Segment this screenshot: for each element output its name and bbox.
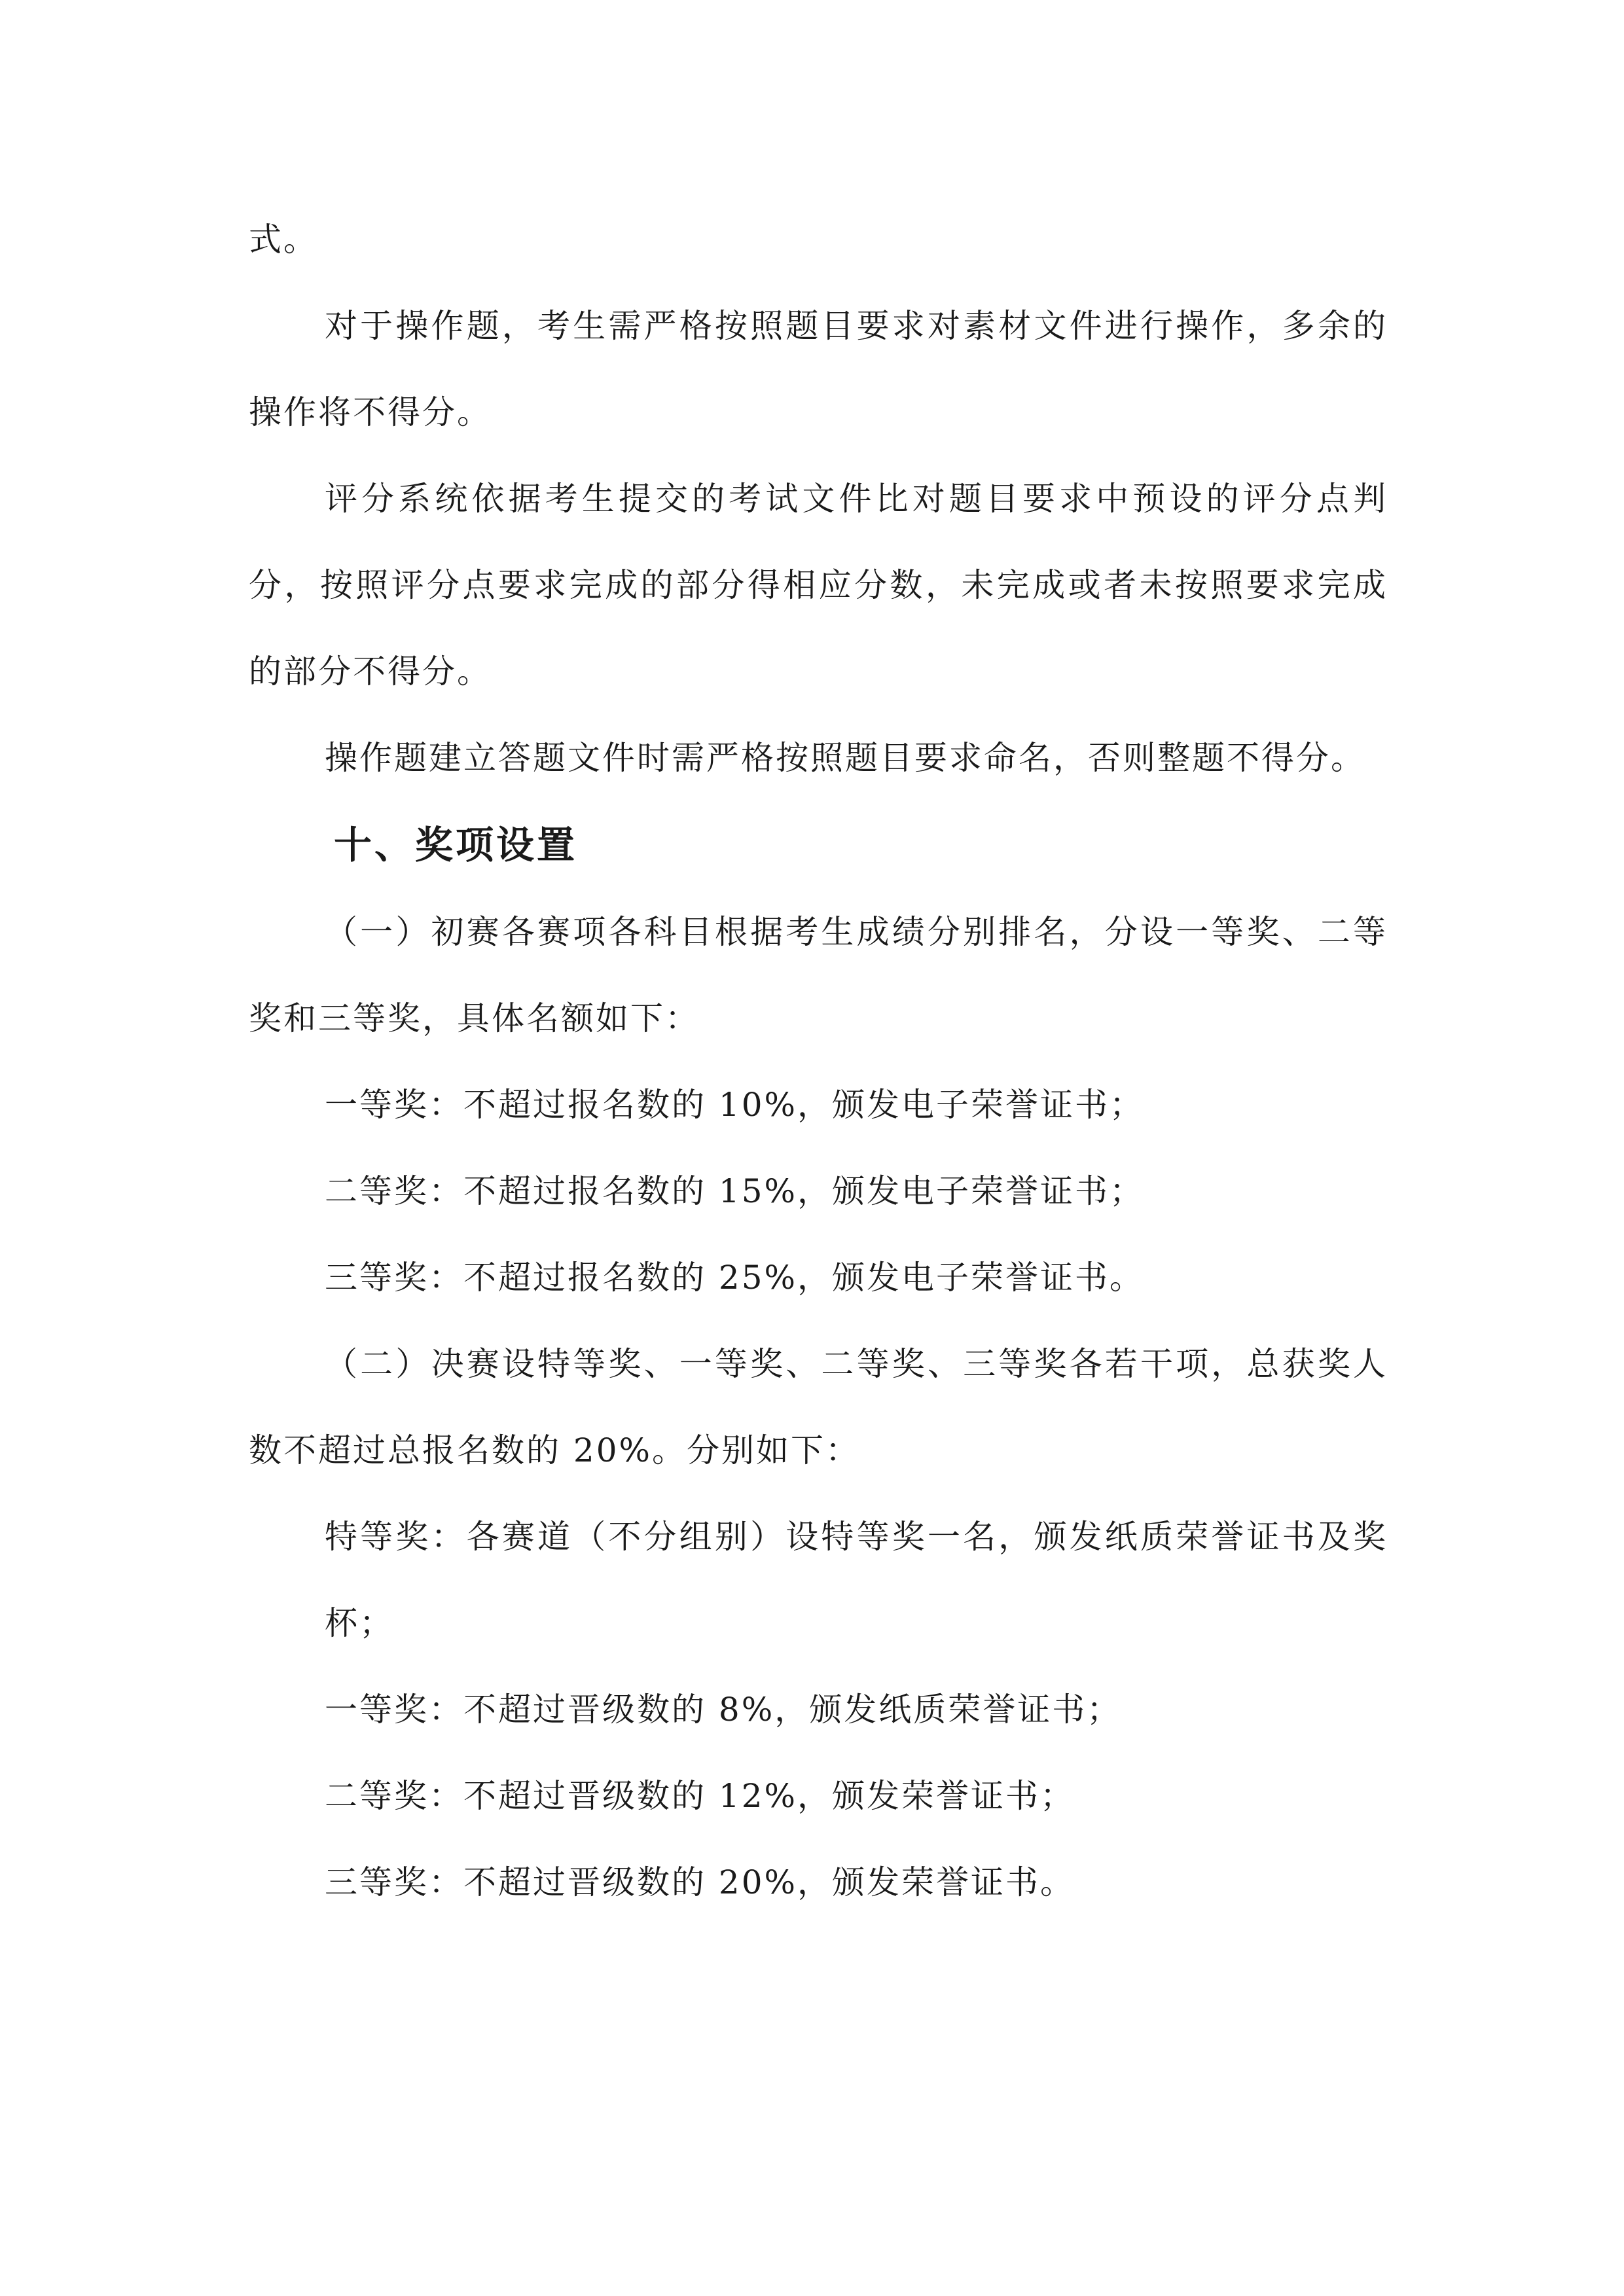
final-third-prize: 三等奖：不超过晋级数的 20%，颁发荣誉证书。	[325, 1863, 1075, 1901]
paragraph-continuation: 式。	[249, 221, 318, 259]
preliminary-second-prize: 二等奖：不超过报名数的 15%，颁发电子荣誉证书；	[325, 1172, 1145, 1210]
paragraph-preliminary-intro: （一）初赛各赛项各科目根据考生成绩分别排名，分设一等奖、二等奖和三等奖，具体名额如下：	[249, 913, 1388, 1037]
preliminary-first-prize: 一等奖：不超过报名数的 10%，颁发电子荣誉证书；	[325, 1086, 1145, 1124]
final-special-prize: 特等奖：各赛道（不分组别）设特等奖一名，颁发纸质荣誉证书及奖杯；	[325, 1518, 1388, 1642]
final-second-prize: 二等奖：不超过晋级数的 12%，颁发荣誉证书；	[325, 1777, 1075, 1815]
document-page	[249, 196, 1388, 1926]
paragraph-scoring-system: 评分系统依据考生提交的考试文件比对题目要求中预设的评分点判分，按照评分点要求完成的部分得相应分数，未完成或者未按照要求完成的部分不得分。	[249, 480, 1388, 691]
section-heading-awards: 十、奖项设置	[334, 823, 578, 867]
paragraph-file-naming: 操作题建立答题文件时需严格按照题目要求命名，否则整题不得分。	[325, 739, 1365, 777]
final-first-prize: 一等奖：不超过晋级数的 8%，颁发纸质荣誉证书；	[325, 1691, 1122, 1729]
preliminary-third-prize: 三等奖：不超过报名数的 25%，颁发电子荣誉证书。	[325, 1259, 1145, 1297]
paragraph-final-intro: （二）决赛设特等奖、一等奖、二等奖、三等奖各若干项，总获奖人数不超过总报名数的 20%。分别如下：	[249, 1345, 1388, 1469]
paragraph-operation-rules: 对于操作题，考生需严格按照题目要求对素材文件进行操作，多余的操作将不得分。	[249, 307, 1388, 431]
